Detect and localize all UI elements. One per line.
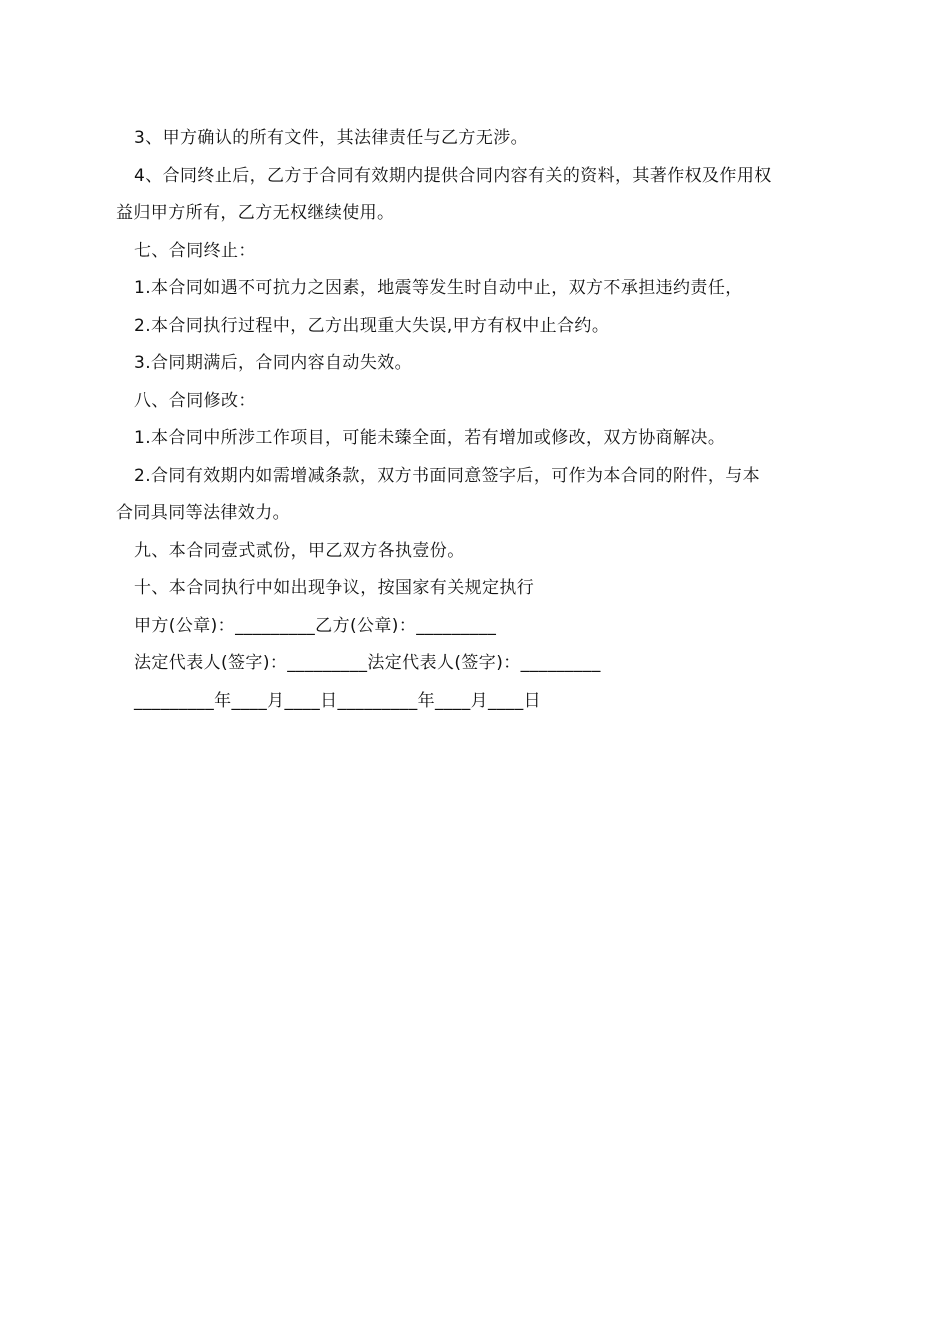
clause-7-item-1: 1.本合同如遇不可抗力之因素，地震等发生时自动中止，双方不承担违约责任，	[134, 278, 743, 298]
clause-6-item-4-continued: 益归甲方所有，乙方无权继续使用。	[116, 203, 395, 223]
clause-8-item-2-continued: 合同具同等法律效力。	[116, 503, 290, 523]
section-10: 十、本合同执行中如出现争议，按国家有关规定执行	[134, 578, 535, 598]
seal-line: 甲方(公章)：_________乙方(公章)：_________	[134, 615, 497, 636]
clause-8-item-2: 2.合同有效期内如需增减条款，双方书面同意签字后，可作为本合同的附件，与本	[134, 465, 761, 486]
signature-line: 法定代表人(签字)：_________法定代表人(签字)：_________	[134, 653, 601, 673]
section-8-heading: 八、合同修改：	[134, 390, 256, 411]
clause-7-item-2: 2.本合同执行过程中，乙方出现重大失误,甲方有权中止合约。	[134, 315, 610, 336]
clause-6-item-3: 3、甲方确认的所有文件，其法律责任与乙方无涉。	[134, 128, 529, 148]
clause-6-item-4: 4、合同终止后，乙方于合同有效期内提供合同内容有关的资料，其著作权及作用权	[134, 165, 772, 186]
section-9: 九、本合同壹式贰份，甲乙双方各执壹份。	[134, 540, 465, 561]
document-body	[116, 120, 838, 720]
clause-8-item-1: 1.本合同中所涉工作项目，可能未臻全面，若有增加或修改，双方协商解决。	[134, 428, 726, 448]
clause-7-item-3: 3.合同期满后，合同内容自动失效。	[134, 353, 413, 373]
date-line: _________年____月____日_________年____月____日	[134, 690, 541, 711]
section-7-heading: 七、合同终止：	[134, 240, 256, 261]
